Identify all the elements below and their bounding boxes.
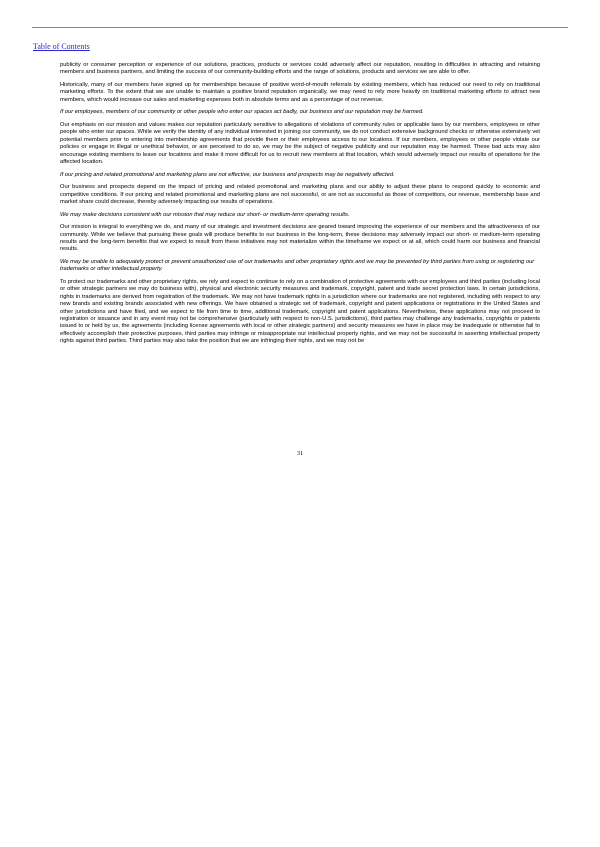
page-number: 31 xyxy=(297,451,303,457)
paragraph-mission-decisions: Our mission is integral to everything we do, and many of our strategic and investment decisions are geared toward improving the experience of our members and the attractiveness of our community. While we believe that pursuing these goals will produce benefits to our business in the long-term, these decisions may adversely impact our short- or medium-term operating results and the long-term benefits that we expect to result from these initiatives may not materialize within the timeframe we expect or at all, which could harm our business and financial results. xyxy=(60,224,540,253)
paragraph-pricing: Our business and prospects depend on the impact of pricing and related promotional and marketing plans and our ability to adjust these plans to respond quickly to economic and competitive conditions. If our pricing and related promotional and marketing plans are not successful, or are not as successful as those of competitors, our revenue, membership base and market share could decrease, thereby adversely impacting our results of operations. xyxy=(60,184,540,206)
paragraph-mission-reputation: Our emphasis on our mission and values makes our reputation particularly sensitive to allegations of violations of community rules or applicable laws by our members, employees or other people who enter our spaces. While we verify the identity of any individual interested in joining our community, we do not conduct extensive background checks or otherwise extensively vet potential members prior to entering into membership agreements that provide them or their employees access to our locations. If our members, employees or other people violate our policies or engage in illegal or unethical behavior, or are perceived to do so, we may be the subject of negative publicity and our reputation may be harmed. These bad acts may also encourage existing members to leave our locations and make it more difficult for us to recruit new members at that location, which would adversely impact our results of operations for the affected location. xyxy=(60,122,540,166)
risk-heading-trademarks: We may be unable to adequately protect or prevent unauthorized use of our trademarks and other proprietary rights and we may be prevented by third parties from using or registering our trademarks or other intellectual property. xyxy=(60,259,535,273)
paragraph-trademarks: To protect our trademarks and other proprietary rights, we rely and expect to continue to rely on a combination of protective agreements with our employees and third parties (including local or other strategic partners we may do business with), physical and electronic security measures and trademark, copyright, patent and trade secret protection laws. In certain jurisdictions, rights in trademarks are derived from registration of the trademark. We may not have trademark rights in a jurisdiction where our trademarks are not registered, including with respect to any new brands and existing brands associated with new offerings. We have obtained a strategic set of trademark, copyright and patent applications or registrations in the United States and other jurisdictions and have filed, and we expect to file from time to time, additional trademark, copyright and patent applications. Nevertheless, these applications may not proceed to registration or issuance and in any event may not be comprehensive (particularly with respect to non-U.S. jurisdictions), third parties may challenge any trademarks, copyrights or patents issued to or held by us, the agreements (including license agreements with local or other strategic partners) and security measures we have in place may be inadequate or otherwise fail to effectively accomplish their protective purposes, third parties may infringe or misappropriate our intellectual property rights, and we may not be successful in asserting intellectual property rights against third parties. Third parties may also take the position that we are infringing their rights, and we may not be xyxy=(60,279,540,345)
paragraph-word-of-mouth: Historically, many of our members have signed up for memberships because of positive word-of-mouth referrals by existing members, which has reduced our need to rely on traditional marketing efforts. To the extent that we are unable to maintain a positive brand reputation organically, we may need to rely more heavily on traditional marketing efforts to attract new members, which would increase our sales and marketing expenses both in absolute terms and as a percentage of our revenue. xyxy=(60,82,540,103)
risk-heading-bad-actors: If our employees, members of our community or other people who enter our spaces act badly, our business and our reputation may be harmed. xyxy=(60,109,424,116)
document-body xyxy=(60,62,540,351)
top-divider xyxy=(32,27,568,28)
risk-heading-pricing: If our pricing and related promotional and marketing plans are not effective, our business and prospects may be negatively affected. xyxy=(60,171,395,178)
paragraph-brand-perception: publicity or consumer perception or experience of our solutions, practices, products or services could adversely affect our reputation, resulting in difficulties in attracting and retaining members and business partners, and limiting the success of our community-building efforts and the range of solutions, products and services we are able to offer. xyxy=(60,62,540,76)
risk-heading-mission-decisions: We may make decisions consistent with our mission that may reduce our short- or medium-term operating results. xyxy=(60,211,350,218)
table-of-contents-link[interactable]: Table of Contents xyxy=(33,42,90,51)
